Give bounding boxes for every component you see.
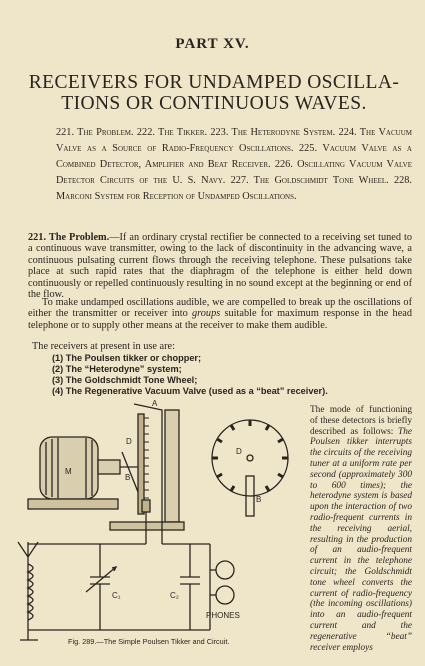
- tikker-circuit-figure: [10, 392, 310, 642]
- paragraph-text: suitable for maximum response in the head telephone or to supply other means at the receiver to make them audible.: [28, 308, 412, 331]
- wheel-face: [212, 420, 288, 496]
- tikker-diagram: [10, 392, 310, 642]
- list-item: (2) The “Heterodyne” system;: [52, 364, 182, 374]
- chapter-title: [18, 72, 410, 114]
- side-column-text: [310, 405, 412, 653]
- label-d-wheel: D: [236, 447, 242, 456]
- chapter-title-line-2: TIONS OR CONTINUOUS WAVES.: [61, 93, 367, 114]
- toothed-wheel-edge: [138, 414, 144, 514]
- label-c2: C₂: [170, 591, 179, 600]
- emphasis-groups: groups: [192, 308, 221, 320]
- paragraph-text: To make undamped oscillations audible, we are compelled to break up the oscillations of either the transmitter or receiver into: [28, 297, 412, 320]
- part-heading: PART XV.: [175, 36, 250, 52]
- list-item: (3) The Goldschmidt Tone Wheel;: [52, 375, 198, 385]
- label-phones: PHONES: [206, 611, 240, 620]
- label-m: M: [65, 467, 72, 476]
- side-body: The Poulsen tikker interrupts the circuits of the receiving tuner at a uniform rate per second (approximately 300 to 600 times); the heterodyne system is based upon the interaction of two radio-frequent currents in the receiving aerial, resulting in the production of an audio-frequent current in the telephone circuit; the Goldschmidt tone wheel converts the current of radio-frequency (the incoming oscillations) into an audio-frequent current and the regenerative “beat” receiver employs: [310, 426, 412, 653]
- section-contents: 221. The Problem. 222. The Tikker. 223. The Heterodyne System. 224. The Vacuum Valve as a Source of Radio-Frequency Oscillations. 225. Vacuum Valve as a Combined Detector, Amplifier and Beat Receiver. 226. Oscillating Vacuum Valve Detector Circuits of the U. S. Navy. 227. The Goldschmidt Tone Wheel. 228. Marconi System for Reception of Undamped Oscillations.: [56, 127, 412, 202]
- paragraph-audible: [28, 297, 412, 331]
- label-d: D: [126, 437, 132, 446]
- label-c1: C₁: [112, 591, 121, 600]
- list-item: (4) The Regenerative Vacuum Valve (used as a “beat” receiver).: [52, 386, 328, 396]
- list-item: (1) The Poulsen tikker or chopper;: [52, 353, 202, 363]
- receiver-list: [52, 353, 392, 397]
- paragraph-text: —If an ordinary crystal rectifier be connected to a receiving set tuned to a continuous wave transmitter, owing to the lack of discontinuity in the advancing wave, a continuous pulsating current flows through the receiving telephone. These pulsations take place at such rapid rates that the diaphragm of the telephone is either held down continuously or repelled continuously resulting in no sound except at the beginning or end of the flow.: [28, 232, 413, 301]
- label-b: B: [125, 473, 131, 482]
- figure-caption: Fig. 289.—The Simple Poulsen Tikker and Circuit.: [68, 637, 230, 646]
- chapter-title-line-1: RECEIVERS FOR UNDAMPED OSCILLA-: [28, 72, 400, 93]
- label-a: A: [152, 399, 158, 408]
- side-lead: The mode of functioning of these detectors is briefly described as follows:: [310, 405, 412, 437]
- section-heading: 221. The Problem.: [28, 232, 110, 243]
- paragraph-receivers-intro: The receivers at present in use are:: [32, 341, 175, 352]
- label-b-wheel: B: [256, 495, 262, 504]
- paragraph-the-problem: [28, 232, 412, 300]
